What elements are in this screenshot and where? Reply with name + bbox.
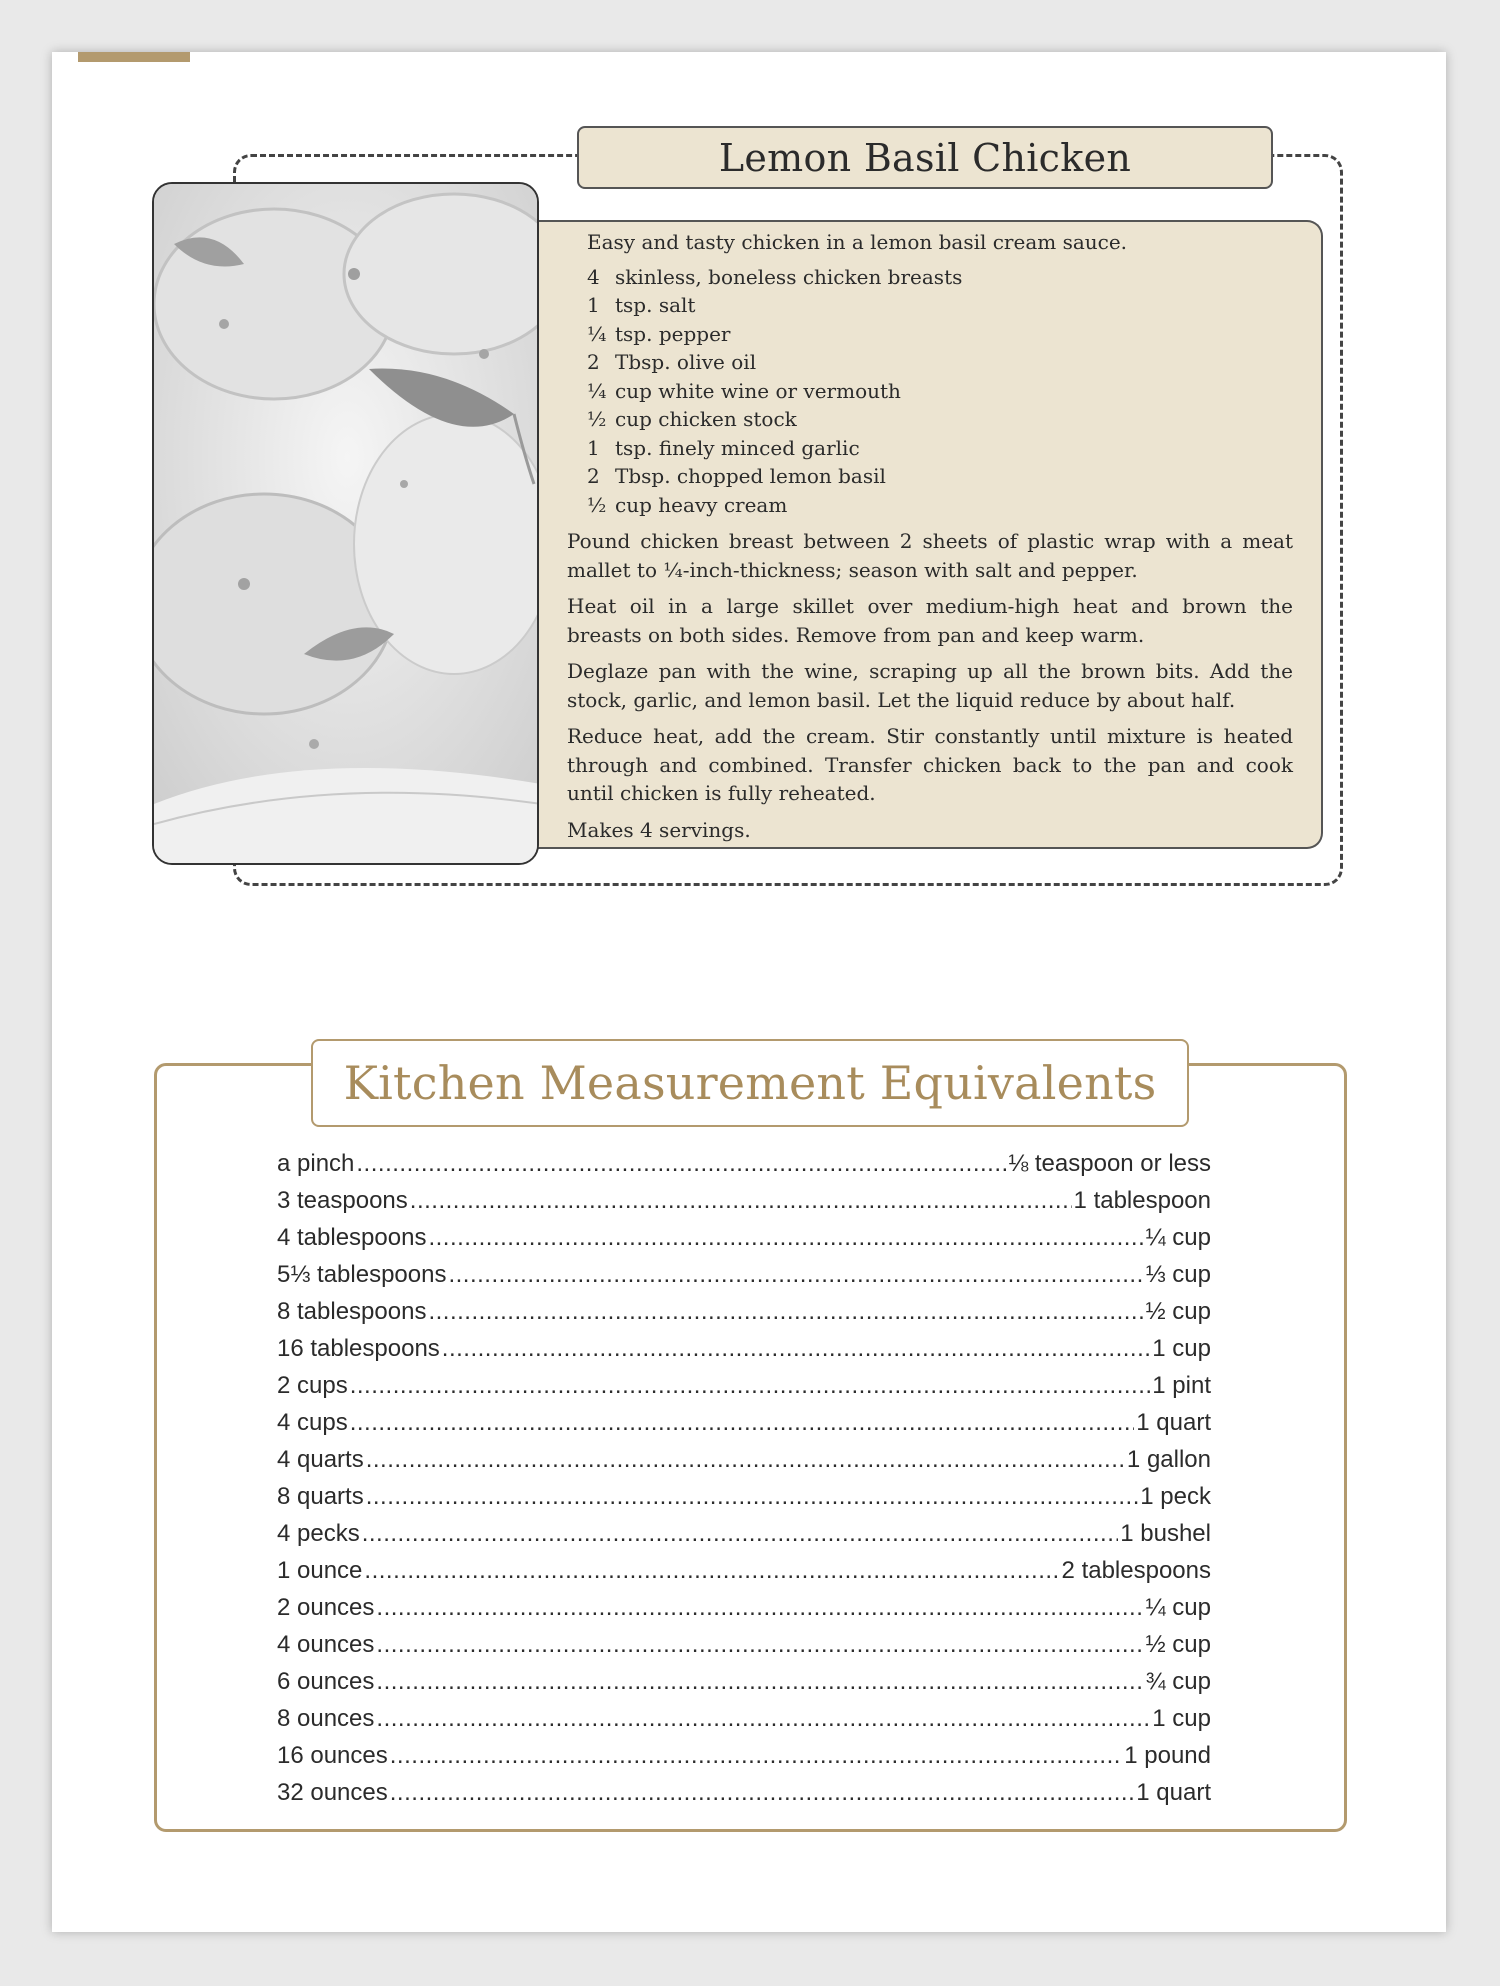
measurement-to: ½ cup xyxy=(1145,1631,1211,1658)
measurement-to: 1 gallon xyxy=(1126,1446,1211,1473)
dot-leader xyxy=(362,1520,1119,1548)
measurement-from: 5⅓ tablespoons xyxy=(277,1261,447,1288)
ingredient-qty: ½ xyxy=(587,492,607,517)
ingredient-text: cup heavy cream xyxy=(615,492,788,517)
measurement-to: ⅛ teaspoon or less xyxy=(1008,1150,1211,1177)
measurement-row xyxy=(277,1631,1211,1668)
dot-leader xyxy=(366,1483,1139,1511)
measurement-from: 4 quarts xyxy=(277,1446,364,1473)
measurement-to: ¼ cup xyxy=(1145,1594,1211,1621)
measurement-row xyxy=(277,1335,1211,1372)
dot-leader xyxy=(364,1557,1059,1585)
measurement-to: ¼ cup xyxy=(1145,1224,1211,1251)
ingredient-item xyxy=(567,434,1293,463)
dot-leader xyxy=(428,1298,1143,1326)
dot-leader xyxy=(442,1335,1150,1363)
measurement-row xyxy=(277,1594,1211,1631)
measurement-from: 16 ounces xyxy=(277,1742,388,1769)
dot-leader xyxy=(448,1261,1143,1289)
measurement-row xyxy=(277,1668,1211,1705)
measurement-from: 4 ounces xyxy=(277,1631,375,1658)
ingredient-text: cup chicken stock xyxy=(615,407,797,431)
ingredient-item xyxy=(567,348,1293,377)
measurement-to: 1 quart xyxy=(1136,1409,1211,1436)
ingredient-text: cup white wine or vermouth xyxy=(615,378,901,403)
recipe-intro: Easy and tasty chicken in a lemon basil cream sauce. xyxy=(587,230,1128,254)
measurement-to: 1 cup xyxy=(1152,1335,1211,1362)
measurement-row xyxy=(277,1705,1211,1742)
measurement-row xyxy=(277,1150,1211,1187)
measurement-from: 2 ounces xyxy=(277,1594,375,1621)
measurement-from: 4 tablespoons xyxy=(277,1224,427,1251)
recipe-body xyxy=(567,228,1293,844)
measurement-row xyxy=(277,1446,1211,1483)
measurement-to: 1 pound xyxy=(1124,1742,1211,1769)
measurement-from: 1 ounce xyxy=(277,1557,363,1584)
measurement-from: 32 ounces xyxy=(277,1779,388,1806)
ingredient-qty: ¼ xyxy=(587,378,607,403)
measurement-from: 6 ounces xyxy=(277,1668,375,1695)
measurement-row xyxy=(277,1224,1211,1261)
recipe-step: Pound chicken breast between 2 sheets of plastic wrap with a meat mallet to ¼-inch-thickness; season with salt and pepper. xyxy=(567,529,1293,582)
ingredient-qty: ¼ xyxy=(587,321,607,346)
measurement-row xyxy=(277,1409,1211,1446)
measurement-to: ½ cup xyxy=(1145,1298,1211,1325)
measurement-to: 1 pint xyxy=(1152,1372,1211,1399)
ingredient-qty: 1 xyxy=(587,293,600,317)
ingredient-qty: 1 xyxy=(587,435,600,460)
recipe-step: Deglaze pan with the wine, scraping up all the brown bits. Add the stock, garlic, and lemon basil. Let the liquid reduce by about half. xyxy=(567,659,1293,712)
measurement-to: 1 quart xyxy=(1136,1779,1211,1806)
ingredient-item xyxy=(567,405,1293,434)
ingredient-list xyxy=(567,263,1293,520)
measurement-from: 4 cups xyxy=(277,1409,348,1436)
measurement-row xyxy=(277,1483,1211,1520)
measurement-list xyxy=(277,1150,1211,1816)
measurement-from: 3 teaspoons xyxy=(277,1187,408,1214)
recipe-title: Lemon Basil Chicken xyxy=(718,135,1132,180)
dot-leader xyxy=(356,1150,1006,1178)
measurement-to: 1 bushel xyxy=(1120,1520,1211,1547)
measurement-title: Kitchen Measurement Equivalents xyxy=(343,1056,1157,1110)
dot-leader xyxy=(350,1409,1135,1437)
ingredient-item xyxy=(567,263,1293,292)
dot-leader xyxy=(390,1779,1135,1807)
ingredient-item xyxy=(567,491,1293,520)
dot-leader xyxy=(376,1594,1143,1622)
dot-leader xyxy=(366,1446,1125,1474)
measurement-row xyxy=(277,1520,1211,1557)
recipe-title-box xyxy=(577,126,1273,189)
ingredient-qty: ½ xyxy=(587,407,607,431)
measurement-from: a pinch xyxy=(277,1150,355,1177)
measurement-row xyxy=(277,1187,1211,1224)
recipe-photo xyxy=(152,182,539,865)
measurement-row xyxy=(277,1557,1211,1594)
measurement-to: 1 tablespoon xyxy=(1073,1187,1211,1214)
ingredient-item xyxy=(567,320,1293,349)
ingredient-text: tsp. salt xyxy=(615,293,696,317)
ingredient-qty: 2 xyxy=(587,464,600,488)
measurement-title-box xyxy=(311,1039,1189,1127)
ingredient-text: skinless, boneless chicken breasts xyxy=(615,264,963,289)
dot-leader xyxy=(428,1224,1143,1252)
dot-leader xyxy=(350,1372,1151,1400)
ingredient-qty: 4 xyxy=(587,264,600,289)
measurement-row xyxy=(277,1742,1211,1779)
ingredient-text: Tbsp. chopped lemon basil xyxy=(615,464,886,488)
recipe-yield: Makes 4 servings. xyxy=(567,817,751,842)
dot-leader xyxy=(376,1668,1143,1696)
dot-leader xyxy=(390,1742,1122,1770)
ingredient-text: tsp. finely minced garlic xyxy=(615,435,860,460)
measurement-row xyxy=(277,1372,1211,1409)
measurement-from: 8 quarts xyxy=(277,1483,364,1510)
measurement-to: ¾ cup xyxy=(1145,1668,1211,1695)
measurement-from: 16 tablespoons xyxy=(277,1335,440,1362)
measurement-row xyxy=(277,1298,1211,1335)
corner-accent-tab xyxy=(78,52,190,62)
dot-leader xyxy=(376,1705,1150,1733)
recipe-step: Reduce heat, add the cream. Stir constantly until mixture is heated through and combined. Transfer chicken back to the pan and cook until chicken is fully reheated. xyxy=(567,724,1293,805)
measurement-from: 4 pecks xyxy=(277,1520,360,1547)
measurement-row xyxy=(277,1261,1211,1298)
recipe-step: Heat oil in a large skillet over medium-high heat and brown the breasts on both sides. Remove from pan and keep warm. xyxy=(567,594,1293,647)
ingredient-item xyxy=(567,377,1293,406)
measurement-to: 2 tablespoons xyxy=(1061,1557,1211,1584)
measurement-from: 8 ounces xyxy=(277,1705,375,1732)
dot-leader xyxy=(410,1187,1072,1215)
chicken-dish-image xyxy=(154,184,539,865)
measurement-from: 8 tablespoons xyxy=(277,1298,427,1325)
dot-leader xyxy=(376,1631,1143,1659)
measurement-to: ⅓ cup xyxy=(1145,1261,1211,1288)
measurement-to: 1 cup xyxy=(1152,1705,1211,1732)
ingredient-qty: 2 xyxy=(587,350,600,374)
ingredient-text: tsp. pepper xyxy=(615,321,731,346)
measurement-row xyxy=(277,1779,1211,1816)
measurement-to: 1 peck xyxy=(1140,1483,1211,1510)
measurement-from: 2 cups xyxy=(277,1372,348,1399)
ingredient-text: Tbsp. olive oil xyxy=(615,350,757,374)
ingredient-item xyxy=(567,462,1293,491)
ingredient-item xyxy=(567,291,1293,320)
